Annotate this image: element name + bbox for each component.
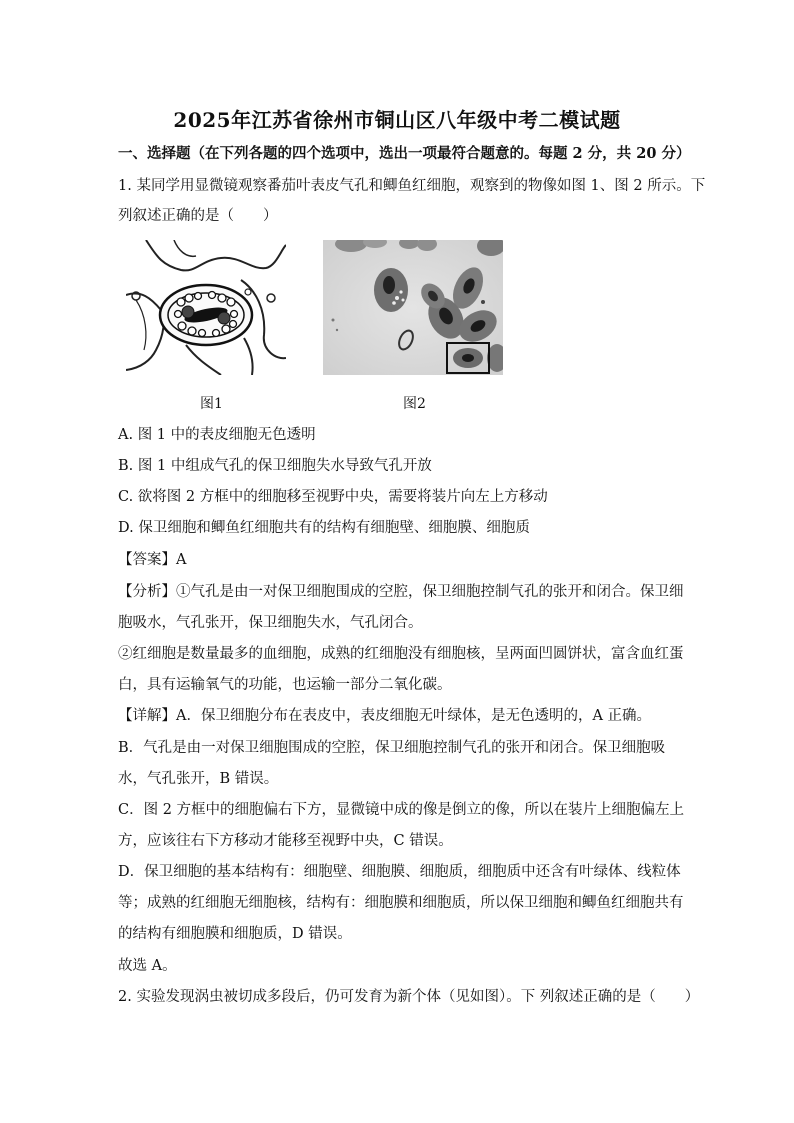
q1-answer: 【答案】A: [118, 552, 187, 568]
q1-detail-line: 的结构有细胞膜和细胞质，D 错误。: [118, 926, 352, 942]
q1-conclusion: 故选 A。: [118, 958, 177, 974]
q1-detail-line: 等；成熟的红细胞无细胞核，结构有：细胞膜和细胞质，所以保卫细胞和鲫鱼红细胞共有: [118, 895, 684, 911]
section-heading: 一、选择题（在下列各题的四个选项中，选出一项最符合题意的。每题 2 分，共 20 分）: [118, 145, 691, 162]
q1-analysis-line: 胞吸水，气孔张开，保卫细胞失水，气孔闭合。: [118, 615, 423, 631]
q1-analysis-line: 白，具有运输氧气的功能，也运输一部分二氧化碳。: [118, 677, 452, 693]
page-title: 2025年江苏省徐州市铜山区八年级中考二模试题: [173, 108, 621, 132]
q1-detail-line: D．保卫细胞的基本结构有：细胞壁、细胞膜、细胞质，细胞质中还含有叶绿体、线粒体: [118, 864, 681, 880]
q1-stem-line2: 列叙述正确的是（ ）: [118, 208, 278, 224]
q1-detail-line: C．图 2 方框中的细胞偏右下方，显微镜中成的像是倒立的像，所以在装片上细胞偏左上: [118, 802, 685, 818]
q1-analysis-line: ②红细胞是数量最多的血细胞，成熟的红细胞没有细胞核，呈两面凹圆饼状，富含血红蛋: [118, 646, 684, 662]
q1-detail-line: B．气孔是由一对保卫细胞围成的空腔，保卫细胞控制气孔的张开和闭合。保卫细胞吸: [118, 740, 666, 756]
q1-option-b: B. 图 1 中组成气孔的保卫细胞失水导致气孔开放: [118, 458, 432, 474]
q1-analysis-line: 【分析】①气孔是由一对保卫细胞围成的空腔，保卫细胞控制气孔的张开和闭合。保卫细: [118, 584, 684, 600]
figure-2-red-blood-cells-photo: [323, 240, 503, 375]
q1-detail-line: 水，气孔张开，B 错误。: [118, 771, 279, 787]
figure-2-caption: 图2: [403, 396, 426, 412]
q1-stem-line1: 1. 某同学用显微镜观察番茄叶表皮气孔和鲫鱼红细胞，观察到的物像如图 1、图 2 所示。下: [118, 178, 706, 194]
q1-option-d: D. 保卫细胞和鲫鱼红细胞共有的结构有细胞壁、细胞膜、细胞质: [118, 520, 530, 536]
q2-stem: 2. 实验发现涡虫被切成多段后，仍可发育为新个体（见如图）。下 列叙述正确的是（ ）: [118, 989, 700, 1005]
q1-option-c: C. 欲将图 2 方框中的细胞移至视野中央，需要将装片向左上方移动: [118, 489, 548, 505]
q1-detail-line: 方，应该往右下方移动才能移至视野中央，C 错误。: [118, 833, 453, 849]
q1-option-a: A. 图 1 中的表皮细胞无色透明: [118, 427, 316, 443]
figure-1-stoma-drawing: [126, 240, 286, 375]
q1-detail-line: 【详解】A．保卫细胞分布在表皮中，表皮细胞无叶绿体，是无色透明的，A 正确。: [118, 708, 652, 724]
figure-1-caption: 图1: [200, 396, 223, 412]
